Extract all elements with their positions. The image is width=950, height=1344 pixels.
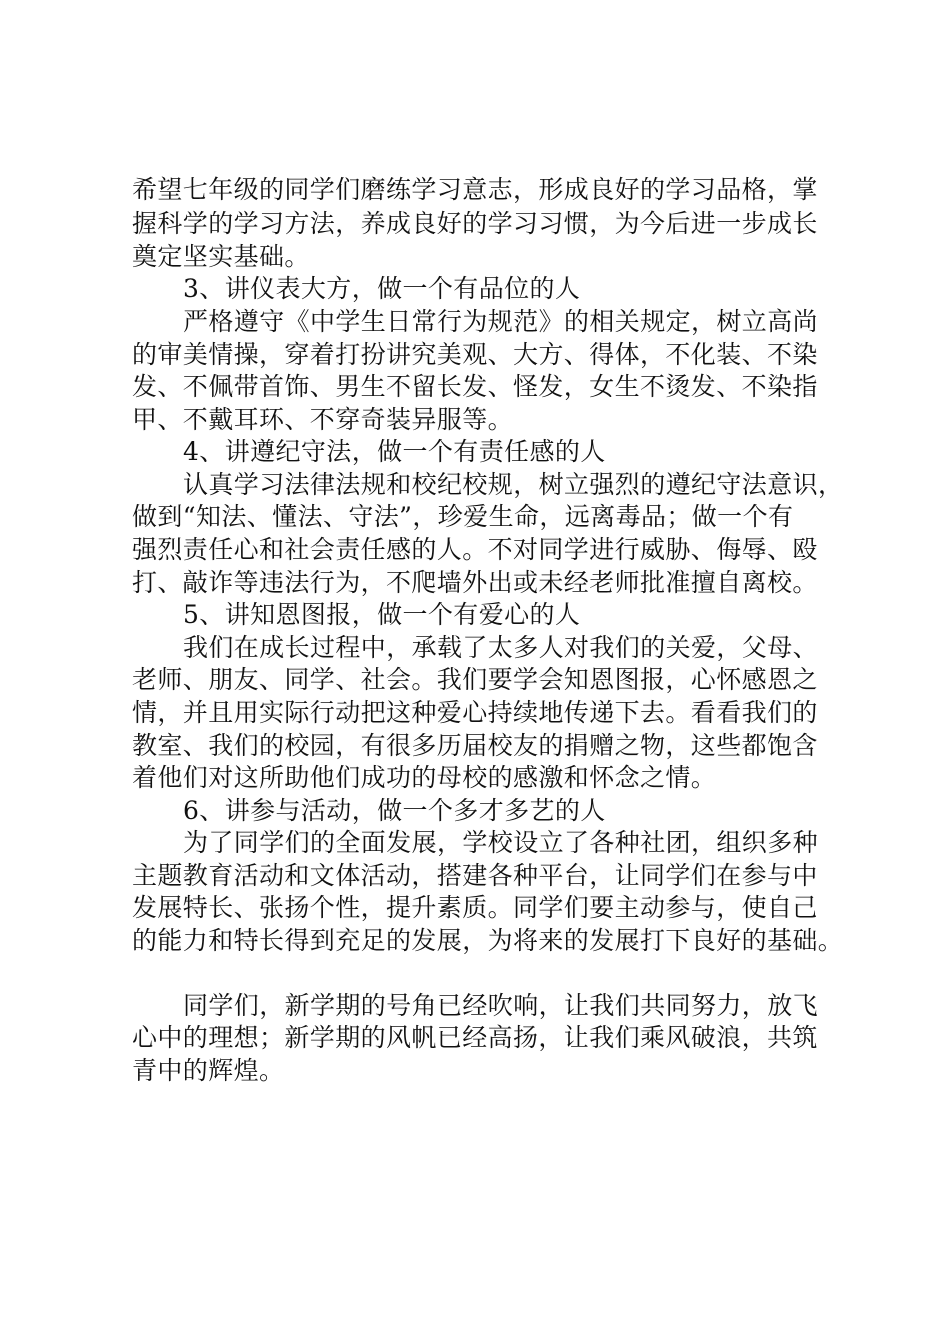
closing-text-line: 心中的理想；新学期的风帆已经高扬，让我们乘风破浪，共筑 bbox=[132, 1023, 818, 1052]
body-text-line: 为了同学们的全面发展，学校设立了各种社团，组织多种 bbox=[183, 828, 819, 857]
body-text-line: 强烈责任心和社会责任感的人。不对同学进行威胁、侮辱、殴 bbox=[132, 535, 818, 564]
body-text-line: 老师、朋友、同学、社会。我们要学会知恩图报，心怀感恩之 bbox=[132, 665, 818, 694]
body-text-line: 发展特长、张扬个性，提升素质。同学们要主动参与，使自己 bbox=[132, 893, 818, 922]
body-text-line: 情，并且用实际行动把这种爱心持续地传递下去。看看我们的 bbox=[132, 698, 818, 727]
body-text-line: 严格遵守《中学生日常行为规范》的相关规定，树立高尚 bbox=[183, 307, 819, 336]
section-heading-3: 3、讲仪表大方，做一个有品位的人 bbox=[183, 274, 581, 303]
body-text-line: 的审美情操，穿着打扮讲究美观、大方、得体，不化装、不染 bbox=[132, 340, 818, 369]
body-text-line: 的能力和特长得到充足的发展，为将来的发展打下良好的基础。 bbox=[132, 926, 844, 955]
closing-text-line: 同学们，新学期的号角已经吹响，让我们共同努力，放飞 bbox=[183, 991, 819, 1020]
body-text-line: 打、敲诈等违法行为，不爬墙外出或未经老师批准擅自离校。 bbox=[132, 568, 818, 597]
body-text-line: 教室、我们的校园，有很多历届校友的捐赠之物，这些都饱含 bbox=[132, 731, 818, 760]
section-heading-5: 5、讲知恩图报，做一个有爱心的人 bbox=[183, 600, 581, 629]
body-text-line: 认真学习法律法规和校纪校规，树立强烈的遵纪守法意识， bbox=[183, 470, 844, 499]
body-text-line: 甲、不戴耳环、不穿奇装异服等。 bbox=[132, 405, 514, 434]
section-heading-6: 6、讲参与活动，做一个多才多艺的人 bbox=[183, 796, 606, 825]
closing-text-line: 青中的辉煌。 bbox=[132, 1056, 285, 1085]
body-text-line: 我们在成长过程中，承载了太多人对我们的关爱，父母、 bbox=[183, 633, 819, 662]
body-text-line: 奠定坚实基础。 bbox=[132, 242, 310, 271]
body-text-line: 握科学的学习方法，养成良好的学习习惯，为今后进一步成长 bbox=[132, 209, 818, 238]
body-text-line: 着他们对这所助他们成功的母校的感激和怀念之情。 bbox=[132, 763, 717, 792]
section-heading-4: 4、讲遵纪守法，做一个有责任感的人 bbox=[183, 437, 606, 466]
body-text-line: 主题教育活动和文体活动，搭建各种平台，让同学们在参与中 bbox=[132, 861, 818, 890]
body-text-line: 希望七年级的同学们磨练学习意志，形成良好的学习品格，掌 bbox=[132, 175, 818, 204]
body-text-line: 做到“知法、懂法、守法”，珍爱生命，远离毒品；做一个有 bbox=[132, 502, 794, 531]
body-text-line: 发、不佩带首饰、男生不留长发、怪发，女生不烫发、不染指 bbox=[132, 372, 818, 401]
